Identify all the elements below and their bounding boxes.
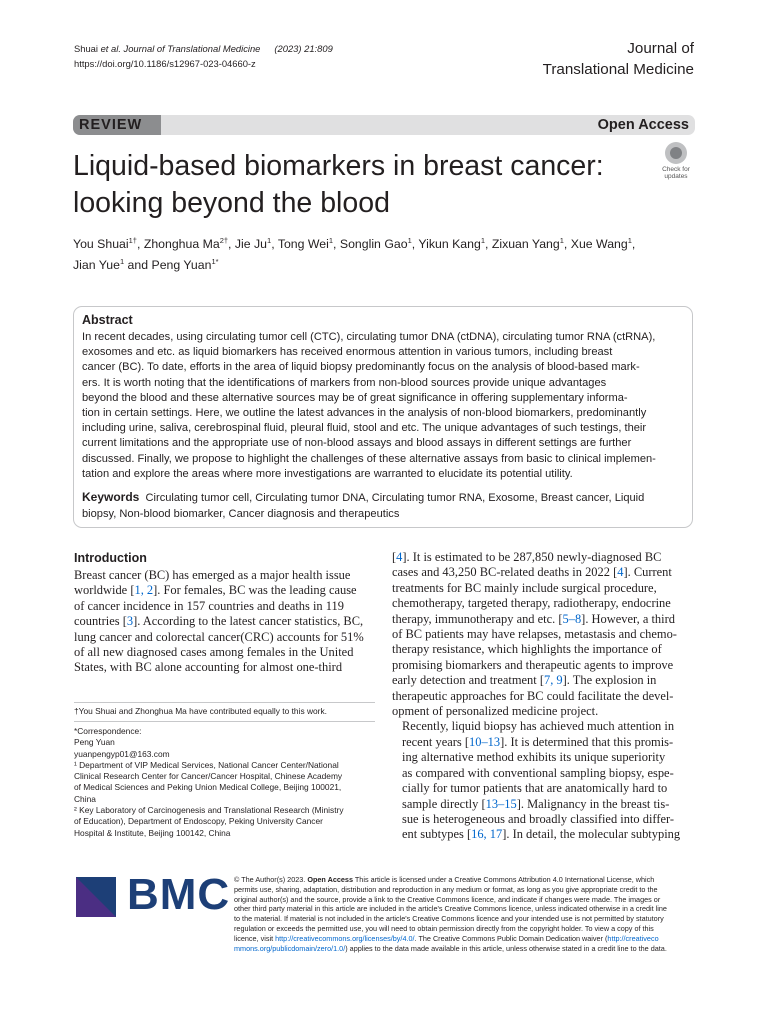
- footnote-divider: [74, 702, 375, 703]
- body-line: treatments for BC mainly include surgical procedure,: [392, 580, 657, 595]
- body-line: of BC patients may have relapses, metastasis and chemo-: [392, 627, 677, 642]
- body-line: recent years [10–13]. It is determined that this promis-: [402, 734, 674, 749]
- author-name: Peng Yuan: [151, 258, 212, 273]
- check-for-updates-badge[interactable]: [655, 142, 697, 182]
- citation-link[interactable]: 10–13: [469, 734, 501, 749]
- abstract-heading: Abstract: [82, 313, 133, 327]
- affiliation-1: [74, 760, 375, 805]
- citation-link[interactable]: 5–8: [562, 611, 582, 626]
- title-line1: Liquid-based biomarkers in breast cancer:: [73, 150, 604, 182]
- affiliation-line: of Medical Sciences and Peking Union Medical College, Beijing 100021,: [74, 782, 342, 793]
- correspondence-email[interactable]: yuanpengyp01@163.com: [74, 748, 170, 759]
- correspondence-label: *Correspondence:: [74, 726, 142, 736]
- citation-link[interactable]: 16, 17: [471, 827, 503, 842]
- check-for-updates-line1: Check for: [662, 166, 690, 173]
- article-type-bar: [73, 115, 695, 135]
- license-line: regulation or exceeds the permitted use, you will need to obtain permission directly from the copyright holder. To view a copy of this: [234, 923, 654, 933]
- citation-link[interactable]: 3: [126, 614, 134, 629]
- affiliation-line: China: [74, 793, 96, 804]
- license-open-access: Open Access: [307, 875, 353, 884]
- body-line: ing alternative method exhibits its unique superiority: [402, 750, 666, 765]
- check-for-updates-line2: updates: [664, 173, 688, 180]
- correspondence-block: [74, 726, 375, 839]
- license-line: permits use, sharing, adaptation, distribution and reproduction in any medium or format, as long as you give appropriate credit to the: [234, 884, 658, 894]
- open-access-label: Open Access: [597, 117, 689, 133]
- body-line: opment of personalized medicine project.: [392, 704, 599, 719]
- citation-link[interactable]: 7, 9: [543, 673, 563, 688]
- author-affiliation-sup: 1: [480, 236, 485, 245]
- license-line: mmons.org/publicdomain/zero/1.0/) applies to the data made available in this article, unless otherwise stated in a credit line to the data.: [234, 943, 667, 953]
- body-line: cases and 43,250 BC-related deaths in 2022 [4]. Current: [392, 565, 672, 580]
- author-affiliation-sup: 1: [328, 236, 334, 245]
- author-affiliation-sup: 1: [559, 236, 564, 245]
- author-name: Yikun Kang: [418, 237, 481, 252]
- author-affiliation-sup: 1*: [211, 257, 219, 267]
- author-affiliation-sup: 1: [407, 236, 412, 245]
- body-line: therapy resistance, which highlights the importance of: [392, 642, 662, 657]
- license-line: other third party material in this article are included in the article's Creative Commons licence, unless indicated otherwise in a credit line: [234, 904, 667, 914]
- author-name: Songlin Gao: [339, 237, 408, 252]
- keywords: [82, 490, 682, 523]
- body-line: therapy, immunotherapy and etc. [5–8]. However, a third: [392, 611, 675, 626]
- keywords-line1: Circulating tumor cell, Circulating tumor DNA, Circulating tumor RNA, Exosome, Breast cancer, Liquid: [145, 492, 645, 504]
- body-line: Recently, liquid biopsy has achieved much attention in: [402, 719, 675, 734]
- doi-link[interactable]: https://doi.org/10.1186/s12967-023-04660-z: [74, 57, 256, 69]
- author-name: Zhonghua Ma: [143, 237, 220, 252]
- abstract-line: tion in certain settings. Here, we outline the latest advances in the analysis of non-blood biomarkers, predominantly: [82, 407, 647, 420]
- citation-line: [74, 42, 333, 57]
- journal-name-line2: Translational Medicine: [542, 61, 694, 78]
- author-list: You Shuai$^{1\dagger}$, Zhonghua $Ma^{2\dagger}$, Jie Ju$^1$, Tong Wei$^1$, Songlin Gao$^1$, Yikun Kang$^1$, Zixuan Yang$^1$, Xue Wang$^1$, Jian Yue$^1$ and Peng Yuan$^{1*}$: [73, 236, 636, 273]
- affiliation-line: ² Key Laboratory of Carcinogenesis and Translational Research (Ministry: [74, 805, 344, 816]
- equal-contribution-note: †You Shuai and Zhonghua Ma have contributed equally to this work.: [74, 706, 327, 716]
- body-line: of cancer incidence in 157 countries and deaths in 119: [74, 598, 344, 613]
- author-name: Zixuan Yang: [491, 237, 560, 252]
- abstract-text: [82, 330, 682, 482]
- bmc-logo-text: BMC: [127, 870, 231, 919]
- abstract-line: exosomes and etc. as liquid biomarkers has received enormous attention in various tumors, including breast: [82, 346, 613, 359]
- license-link[interactable]: mmons.org/publicdomain/zero/1.0/: [234, 943, 346, 953]
- article-type-label: REVIEW: [73, 115, 161, 135]
- citation-link[interactable]: 13–15: [485, 796, 517, 811]
- citation-authors: Shuai: [74, 43, 101, 54]
- keywords-line2: biopsy, Non-blood biomarker, Cancer diagnosis and therapeutics: [82, 507, 400, 520]
- citation-year: (2023) 21:809: [274, 43, 333, 54]
- body-line: sue is heterogeneous and broadly classified into differ-: [402, 811, 675, 826]
- body-line: promising biomarkers and therapeutic agents to improve: [392, 657, 674, 672]
- license-line: original author(s) and the source, provide a link to the Creative Commons licence, and indicate if changes were made. The images or: [234, 894, 661, 904]
- abstract-line: beyond the blood and these alternative sources may be of great significance in offering supplementary informa-: [82, 391, 628, 404]
- author-affiliation-sup: 1†: [128, 236, 137, 245]
- author-affiliation-sup: 2†: [219, 236, 229, 245]
- body-line: early detection and treatment [7, 9]. The explosion in: [392, 673, 657, 688]
- body-line: [4]. It is estimated to be 287,850 newly-diagnosed BC: [392, 550, 662, 564]
- license-line: to the material. If material is not included in the article's Creative Commons licence and your intended use is not permitted by statutory: [234, 914, 664, 924]
- keywords-label: Keywords: [82, 490, 140, 504]
- affiliation-2: [74, 805, 375, 839]
- affiliation-line: Hospital & Institute, Beijing 100142, China: [74, 827, 231, 838]
- introduction-paragraph-2: [392, 719, 695, 842]
- author-name: Xue Wang: [570, 237, 628, 252]
- citation-journal: et al. Journal of Translational Medicine: [100, 43, 261, 54]
- abstract-line: discussed. Finally, we propose to highlight the challenges of these alternative assays from basic to clinical implemen-: [82, 452, 656, 465]
- body-line: of all new diagnosed cases among females in the United: [74, 645, 354, 660]
- author-affiliation-sup: 1: [119, 257, 125, 267]
- body-line: worldwide [1, 2]. For females, BC was the leading cause: [74, 583, 357, 598]
- abstract-line: tation and explore the areas where more investigations are warranted to elucidate its potential utility.: [82, 467, 573, 480]
- citation-link[interactable]: 1, 2: [134, 583, 154, 598]
- abstract-line: including urine, saliva, cerebrospinal fluid, pleural fluid, stool and etc. The unique advantages of such testings, their: [82, 422, 647, 435]
- author-affiliation-sup: 1: [627, 236, 632, 245]
- body-line: Breast cancer (BC) has emerged as a major health issue: [74, 568, 351, 582]
- author-name: You Shuai: [73, 237, 129, 252]
- author-name: Tong Wei: [277, 237, 329, 252]
- citation-header: [74, 42, 333, 71]
- license-line: © The Author(s) 2023. Open Access This article is licensed under a Creative Commons Attribution 4.0 International License, which: [234, 875, 655, 884]
- introduction-left-column: [74, 568, 375, 676]
- citation-link[interactable]: 4: [396, 550, 403, 564]
- license-line: licence, visit http://creativecommons.org/licenses/by/4.0/. The Creative Commons Public Domain Dedication waiver (http://creativeco: [234, 933, 659, 943]
- body-line: therapeutic approaches for BC could facilitate the devel-: [392, 688, 674, 703]
- introduction-heading: Introduction: [74, 551, 147, 565]
- check-for-updates-label: [655, 166, 697, 180]
- body-line: lung cancer and colorectal cancer(CRC) accounts for 51%: [74, 629, 364, 644]
- citation-link[interactable]: 4: [617, 565, 624, 580]
- abstract-line: current limitations and the appropriate use of non-blood assays and blood assays in different settings are further: [82, 437, 632, 450]
- correspondence-name: Peng Yuan: [74, 737, 115, 748]
- license-text: [234, 875, 694, 953]
- journal-name-line1: Journal of: [627, 40, 694, 57]
- body-line: cially for tumor patients that are anatomically hard to: [402, 781, 668, 796]
- affiliation-line: of Education), Department of Endoscopy, Peking University Cancer: [74, 816, 323, 827]
- license-link[interactable]: http://creativecommons.org/licenses/by/4.0/: [275, 933, 415, 943]
- author-affiliation-sup: 1: [267, 236, 272, 245]
- body-line: as compared with conventional sampling biopsy, espe-: [402, 765, 674, 780]
- check-for-updates-icon: [665, 142, 687, 164]
- footnote-divider-2: [74, 721, 375, 722]
- body-line: sample directly [13–15]. Malignancy in the breast tis-: [402, 796, 670, 811]
- introduction-paragraph-1: [392, 550, 695, 719]
- abstract-line: ers. It is worth noting that the identifications of markers from non-blood sources provide unique advantages: [82, 376, 607, 389]
- license-link[interactable]: http://creativeco: [607, 933, 659, 943]
- article-title: [73, 148, 653, 222]
- introduction-right-column: [392, 550, 695, 843]
- body-line: States, with BC alone accounting for almost one-third: [74, 660, 343, 675]
- author-name: Jian Yue: [73, 258, 120, 273]
- title-line2: looking beyond the blood: [73, 187, 390, 219]
- affiliation-line: Clinical Research Center for Cancer/Cancer Hospital, Chinese Academy: [74, 771, 343, 782]
- journal-name: [543, 38, 694, 80]
- abstract-line: In recent decades, using circulating tumor cell (CTC), circulating tumor DNA (ctDNA), circulating tumor RNA (ctRNA),: [82, 331, 656, 343]
- author-name: Jie Ju: [234, 237, 268, 252]
- body-line: countries [3]. According to the latest cancer statistics, BC,: [74, 614, 364, 629]
- body-line: chemotherapy, targeted therapy, radiotherapy, endocrine: [392, 596, 671, 611]
- body-line: ent subtypes [16, 17]. In detail, the molecular subtyping: [402, 827, 681, 842]
- abstract-line: cancer (BC). To date, efforts in the area of liquid biopsy predominantly focus on the analysis of blood-based mark-: [82, 361, 640, 374]
- affiliation-line: ¹ Department of VIP Medical Services, National Cancer Center/National: [74, 759, 339, 770]
